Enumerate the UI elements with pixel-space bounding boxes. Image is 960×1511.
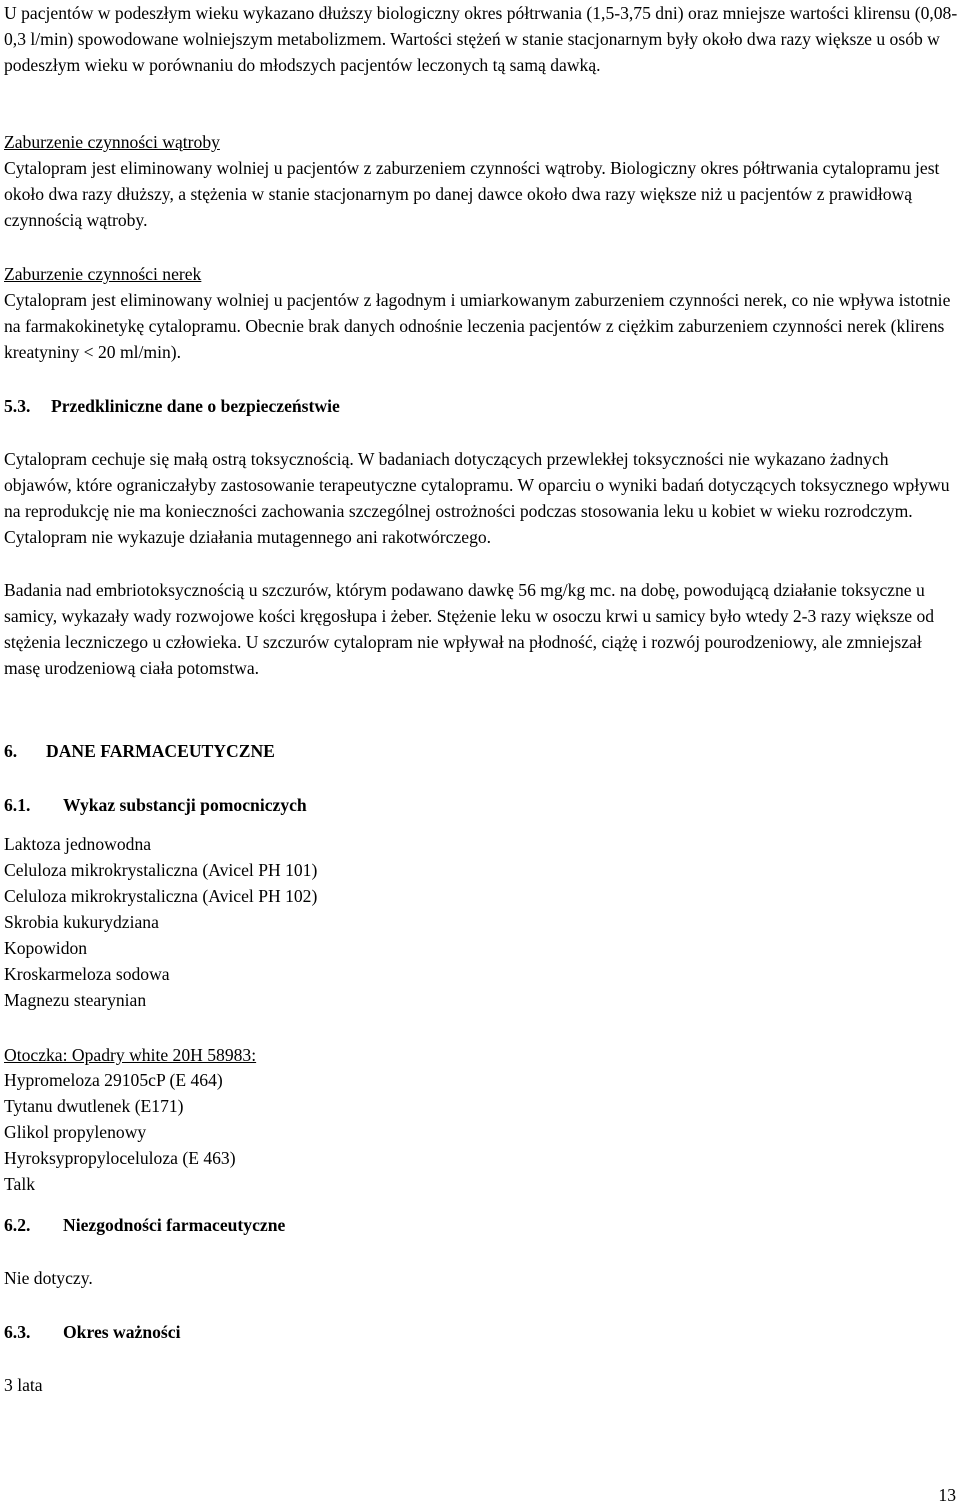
list-item: Magnezu stearynian (4, 990, 147, 1010)
section-6-heading (4, 738, 275, 764)
coating-subheading: Otoczka: Opadry white 20H 58983: (4, 1045, 257, 1065)
excipients-core-list (4, 831, 317, 1013)
section-6-2-heading (4, 1212, 285, 1238)
list-item: Glikol propylenowy (4, 1122, 147, 1142)
section-6-1-heading (4, 792, 307, 818)
list-item: Hypromeloza 29105cP (E 464) (4, 1070, 223, 1090)
section-title: Wykaz substancji pomocniczych (63, 795, 307, 815)
list-item: Skrobia kukurydziana (4, 912, 159, 932)
safety-paragraph-1: Cytalopram cechuje się małą ostrą toksycznością. W badaniach dotyczących przewlekłej toksyczności nie wykazano żadnych objawów, które ograniczałyby zastosowanie terapeutyczne cytalopramu. W oparciu o wyniki badań dotyczących toksycznego wpływu na reprodukcję nie ma konieczności zachowania szczególnej ostrożności podczas stosowania leku u kobiet w wieku rozrodczym. Cytalopram nie wykazuje działania mutagennego ani rakotwórczego. (4, 449, 950, 547)
list-item: Laktoza jednowodna (4, 834, 152, 854)
section-number: 6.1. (4, 795, 31, 815)
section-number: 6. (4, 741, 18, 761)
list-item: Kopowidon (4, 938, 88, 958)
section-title: Okres ważności (63, 1322, 181, 1342)
section-6-3-heading (4, 1319, 180, 1345)
section-5-3-heading (4, 393, 340, 419)
list-item: Tytanu dwutlenek (E171) (4, 1096, 184, 1116)
list-item: Celuloza mikrokrystaliczna (Avicel PH 101) (4, 860, 318, 880)
list-item: Talk (4, 1174, 36, 1194)
section-number: 6.3. (4, 1322, 31, 1342)
list-item: Hyroksypropyloceluloza (E 463) (4, 1148, 236, 1168)
list-item: Kroskarmeloza sodowa (4, 964, 170, 984)
section-title: Niezgodności farmaceutyczne (63, 1215, 286, 1235)
section-number: 6.2. (4, 1215, 31, 1235)
safety-paragraph-2: Badania nad embriotoksycznością u szczurów, którym podawano dawkę 56 mg/kg mc. na dobę, powodującą działanie toksyczne u samicy, wykazały wady rozwojowe kości kręgosłupa i żeber. Stężenie leku w osoczu krwi u samicy było wtedy 2-3 razy większe od stężenia leczniczego u człowieka. U szczurów cytalopram nie wpływał na płodność, ciążę i rozwój pourodzeniowy, ale zmniejszał masę urodzeniową ciała potomstwa. (4, 580, 935, 678)
section-title: Przedkliniczne dane o bezpieczeństwie (51, 396, 340, 416)
list-item: Celuloza mikrokrystaliczna (Avicel PH 102) (4, 886, 318, 906)
section-number: 5.3. (4, 396, 31, 416)
page-number: 13 (938, 1485, 956, 1505)
incompatibilities-text: Nie dotyczy. (4, 1268, 93, 1288)
section-title: DANE FARMACEUTYCZNE (46, 741, 275, 761)
shelf-life-text: 3 lata (4, 1375, 43, 1395)
liver-subheading: Zaburzenie czynności wątroby (4, 132, 220, 152)
intro-paragraph: U pacjentów w podeszłym wieku wykazano dłuższy biologiczny okres półtrwania (1,5-3,75 dni) oraz mniejsze wartości klirensu (0,08-0,3 l/min) spowodowane wolniejszym metabolizmem. Wartości stężeń w stanie stacjonarnym były około dwa razy większe u osób w podeszłym wieku w porównaniu do młodszych pacjentów leczonych tą samą dawką. (4, 3, 958, 75)
excipients-coating-list (4, 1067, 236, 1197)
liver-paragraph: Cytalopram jest eliminowany wolniej u pacjentów z zaburzeniem czynności wątroby. Biologiczny okres półtrwania cytalopramu jest około dwa razy dłuższy, a stężenia w stanie stacjonarnym po danej dawce około dwa razy większe niż u pacjentów z prawidłową czynnością wątroby. (4, 158, 940, 230)
kidney-paragraph: Cytalopram jest eliminowany wolniej u pacjentów z łagodnym i umiarkowanym zaburzeniem czynności nerek, co nie wpływa istotnie na farmakokinetykę cytalopramu. Obecnie brak danych odnośnie leczenia pacjentów z ciężkim zaburzeniem czynności nerek (klirens kreatyniny < 20 ml/min). (4, 290, 951, 362)
kidney-subheading: Zaburzenie czynności nerek (4, 264, 202, 284)
